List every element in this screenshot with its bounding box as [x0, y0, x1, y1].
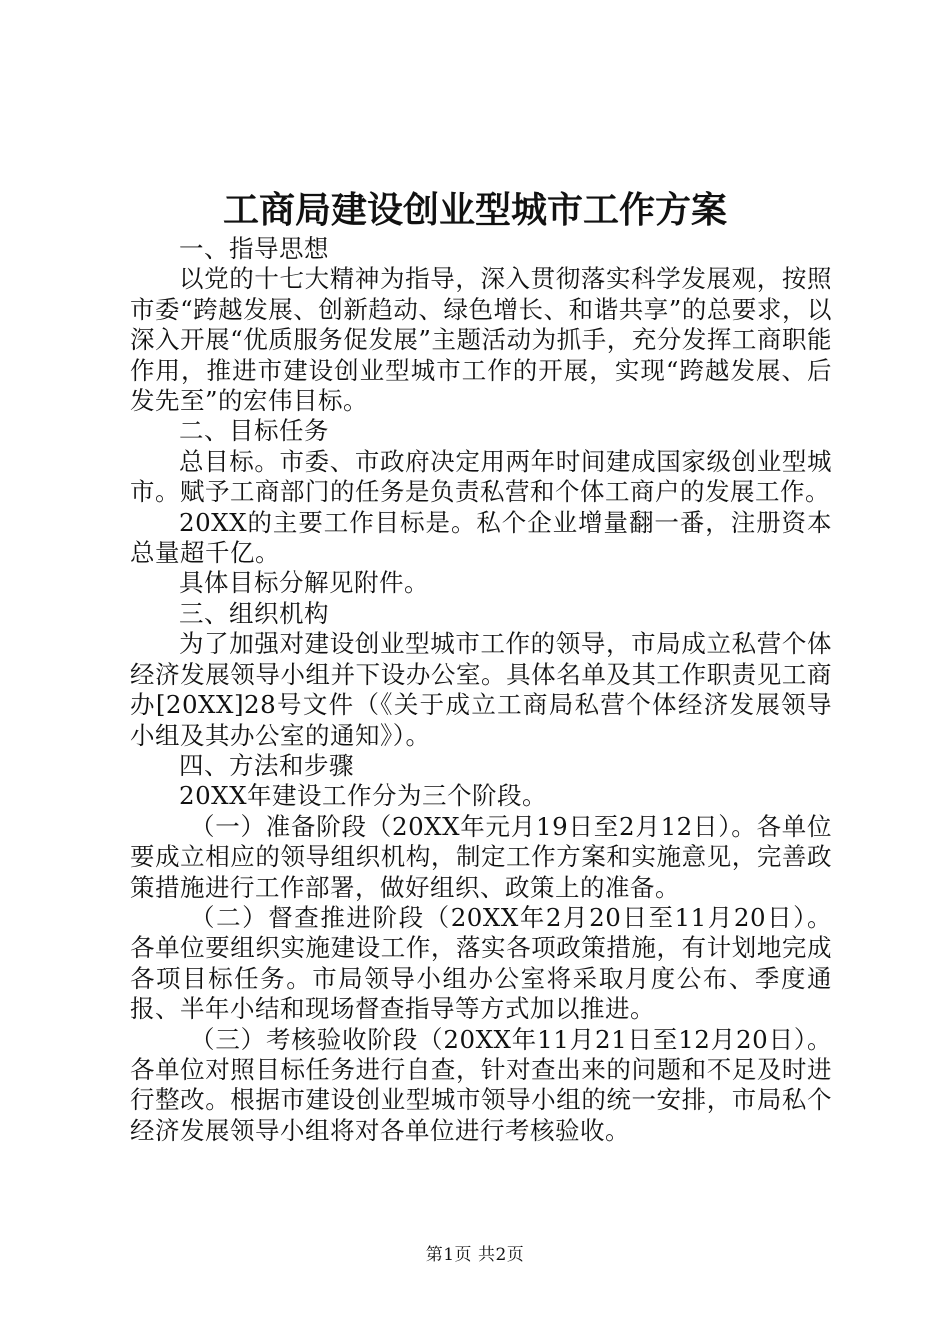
body-paragraph: 以党的十七大精神为指导，深入贯彻落实科学发展观，按照市委“跨越发展、创新趋动、绿色增长、和谐共享”的总要求，以深入开展“优质服务促发展”主题活动为抓手，充分发挥工商职能作用，推进市建设创业型城市工作的开展，实现“跨越发展、后发先至”的宏伟目标。	[130, 264, 832, 416]
body-paragraph: 总目标。市委、市政府决定用两年时间建成国家级创业型城市。赋予工商部门的任务是负责私营和个体工商户的发展工作。	[130, 446, 832, 507]
body-paragraph: 20XX年建设工作分为三个阶段。	[179, 781, 548, 811]
document-title: 工商局建设创业型城市工作方案	[222, 189, 727, 231]
section-heading: 一、指导思想	[179, 234, 329, 263]
section-heading: 四、方法和步骤	[179, 750, 354, 780]
section-heading: 二、目标任务	[179, 416, 329, 446]
body-paragraph: 20XX的主要工作目标是。私个企业增量翻一番，注册资本总量超千亿。	[130, 507, 832, 568]
stage-paragraph: （一）准备阶段（20XX年元月19日至2月12日）。各单位要成立相应的领导组织机构，制定工作方案和实施意见，完善政策措施进行工作部署，做好组织、政策上的准备。	[130, 811, 832, 902]
stage-paragraph: （三）考核验收阶段（20XX年11月21日至12月20日）。各单位对照目标任务进行自查，针对查出来的问题和不足及时进行整改。根据市建设创业型城市领导小组的统一安排，市局私个经济发展领导小组将对各单位进行考核验收。	[130, 1024, 832, 1145]
body-paragraph: 具体目标分解见附件。	[179, 568, 429, 598]
stage-paragraph: （二）督查推进阶段（20XX年2月20日至11月20日）。各单位要组织实施建设工作，落实各项政策措施，有计划地完成各项目标任务。市局领导小组办公室将采取月度公布、季度通报、半年小结和现场督查指导等方式加以推进。	[130, 902, 832, 1024]
document-body	[130, 234, 832, 1146]
body-paragraph: 为了加强对建设创业型城市工作的领导，市局成立私营个体经济发展领导小组并下设办公室。具体名单及其工作职责见工商办[20XX]28号文件（《关于成立工商局私营个体经济发展领导小组及其办公室的通知》）。	[130, 629, 832, 750]
page-number-footer: 第1页 共2页	[425, 1245, 525, 1265]
section-heading: 三、组织机构	[179, 598, 329, 628]
